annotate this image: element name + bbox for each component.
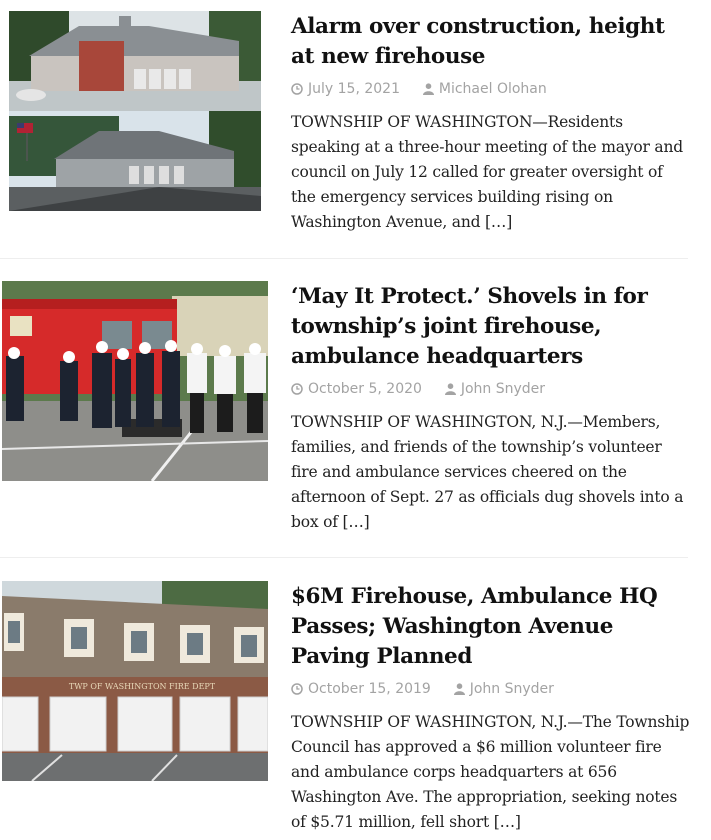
clock-icon [291, 83, 303, 95]
article-date: October 5, 2020 [308, 381, 422, 397]
article-excerpt: TOWNSHIP OF WASHINGTON, N.J.—The Township Council has approved a $6 million volunteer fire and ambulance corps headquarters at 656 Washington Ave. The appropriation, seeking notes of $5.71 million, fell short […] [291, 713, 690, 831]
article-meta [291, 678, 691, 700]
firehouse-sign-text: TWP OF WASHINGTON FIRE DEPT [68, 682, 216, 691]
firehouse-photo-image [2, 581, 268, 781]
article-card [0, 558, 711, 840]
article-date: July 15, 2021 [308, 81, 400, 97]
article-thumbnail-link[interactable] [9, 11, 261, 211]
firehouse-rendering-image [9, 11, 261, 211]
article-title[interactable]: $6M Firehouse, Ambulance HQ Passes; Washington Avenue Paving Planned [291, 584, 658, 669]
article-excerpt: TOWNSHIP OF WASHINGTON, N.J.—Members, families, and friends of the township’s volunteer fire and ambulance services cheered on the afternoon of Sept. 27 as officials dug shovels into a box of […] [291, 413, 684, 531]
article-author[interactable]: Michael Olohan [438, 81, 547, 97]
user-icon [454, 683, 465, 695]
article-title[interactable]: Alarm over construction, height at new firehouse [291, 14, 665, 69]
article-thumbnail-link[interactable] [2, 581, 268, 781]
article-author[interactable]: John Snyder [460, 381, 546, 397]
clock-icon [291, 683, 303, 695]
article-card [0, 259, 711, 557]
article-excerpt: TOWNSHIP OF WASHINGTON—Residents speaking at a three-hour meeting of the mayor and council on July 12 called for greater oversight of the emergency services building rising on Washington Avenue, and […] [291, 113, 683, 231]
article-title[interactable]: ‘May It Protect.’ Shovels in for township’s joint firehouse, ambulance headquarters [291, 284, 648, 369]
article-meta [291, 78, 691, 100]
article-card [0, 0, 711, 258]
article-thumbnail-link[interactable] [2, 281, 268, 481]
article-date: October 15, 2019 [308, 681, 431, 697]
clock-icon [291, 383, 303, 395]
user-icon [423, 83, 434, 95]
article-author[interactable]: John Snyder [469, 681, 554, 697]
user-icon [445, 383, 456, 395]
article-meta [291, 378, 691, 400]
groundbreaking-photo-image [2, 281, 268, 481]
